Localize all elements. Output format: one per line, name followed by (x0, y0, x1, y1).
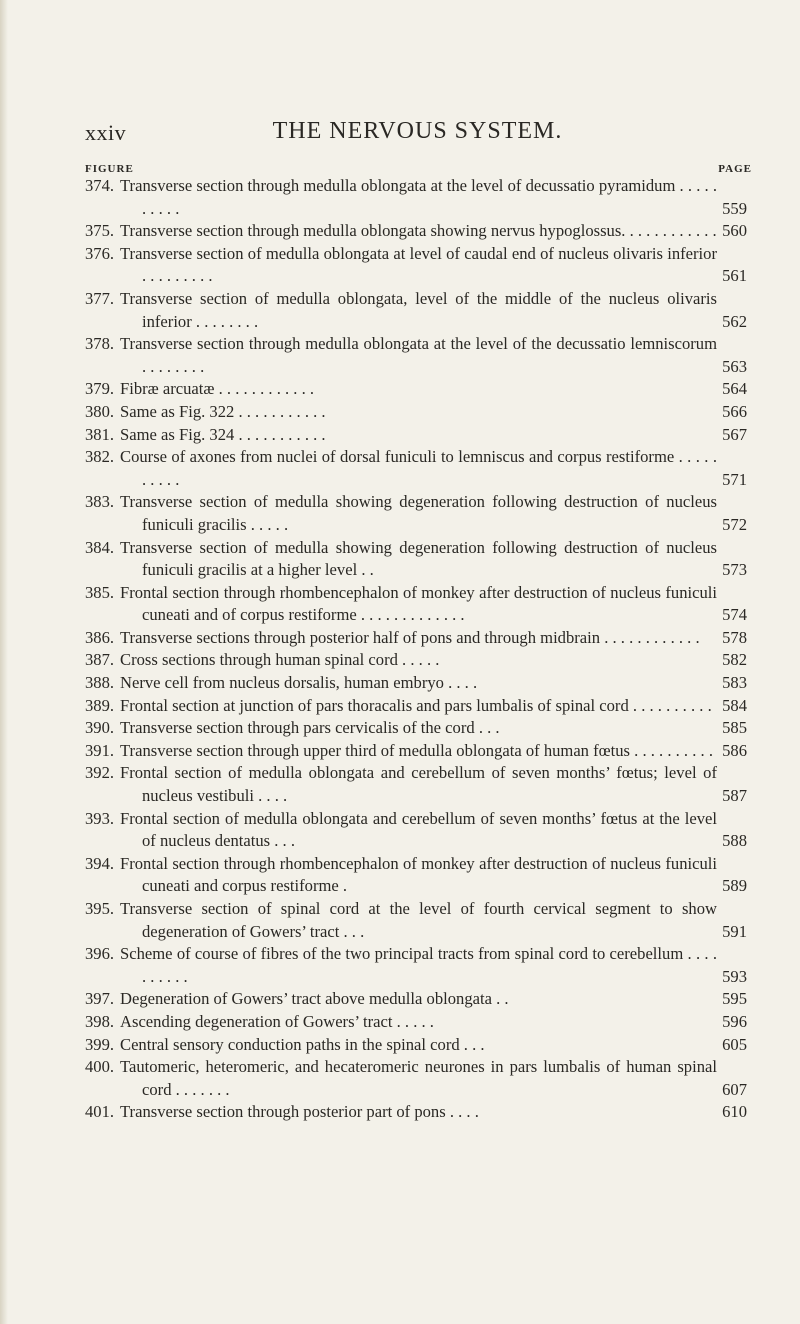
page-reference: 582 (722, 650, 747, 670)
page-reference: 585 (722, 718, 747, 738)
figure-number: 398. (85, 1011, 115, 1031)
figure-number: 384. (85, 537, 115, 557)
page-reference: 593 (722, 966, 747, 986)
list-item (85, 943, 747, 988)
list-item (85, 446, 747, 491)
figure-number: 393. (85, 808, 115, 828)
figure-caption: Transverse section through pars cervicalis of the cord . . . (120, 718, 500, 738)
page-reference: 605 (722, 1034, 747, 1054)
list-item (85, 243, 747, 288)
page-reference: 607 (722, 1079, 747, 1099)
figure-caption: Central sensory conduction paths in the spinal cord . . . (120, 1034, 485, 1054)
page-column-heading: PAGE (718, 163, 752, 175)
list-item (85, 1011, 747, 1034)
figure-number: 386. (85, 627, 115, 647)
list-item (85, 491, 747, 536)
figure-caption: Transverse section through medulla oblongata at the level of the decussatio lemniscorum . . . . . . . . (120, 334, 717, 376)
figure-caption: Tautomeric, heteromeric, and hecateromeric neurones in pars lumbalis of human spinal cord . . . . . . . (120, 1057, 717, 1099)
list-item (85, 1034, 747, 1057)
figure-caption: Same as Fig. 324 . . . . . . . . . . . (120, 424, 326, 444)
page-reference: 584 (722, 695, 747, 715)
figure-number: 380. (85, 401, 115, 421)
figure-caption: Transverse section through medulla oblongata showing nervus hypoglossus. . . . . . . . . . . . (120, 221, 717, 241)
figure-caption: Transverse section of medulla oblongata at level of caudal end of nucleus olivaris inferior . . . . . . . . . (120, 243, 717, 286)
figure-number: 387. (85, 650, 115, 670)
figure-number: 389. (85, 695, 115, 715)
figure-number: 401. (85, 1102, 115, 1122)
list-item (85, 424, 747, 447)
figure-caption: Transverse section of medulla showing degeneration following destruction of nucleus funiculi gracilis at a higher level . . (120, 537, 717, 580)
list-item (85, 1101, 747, 1124)
figure-caption: Frontal section of medulla oblongata and cerebellum of seven months’ fœtus at the level of nucleus dentatus . . . (120, 808, 717, 851)
page-reference: 574 (722, 605, 747, 625)
figure-caption: Frontal section through rhombencephalon of monkey after destruction of nucleus funiculi cuneati and of corpus restiforme . . . . . . . . . . . . . (120, 582, 717, 625)
page-reference: 589 (722, 876, 747, 896)
figure-number: 392. (85, 763, 115, 783)
figure-number: 382. (85, 447, 115, 467)
figure-caption: Scheme of course of fibres of the two principal tracts from spinal cord to cerebellum . . . . . . . . . . (120, 944, 717, 986)
figure-caption: Cross sections through human spinal cord . . . . . (120, 650, 440, 670)
figure-number: 379. (85, 379, 115, 399)
list-item (85, 988, 747, 1011)
page-reference: 563 (722, 356, 747, 376)
figure-number: 394. (85, 853, 115, 873)
page-reference: 583 (722, 673, 747, 693)
figure-caption: Transverse sections through posterior half of pons and through midbrain . . . . . . . . . . . . (120, 627, 700, 647)
list-item (85, 537, 747, 582)
figure-caption: Degeneration of Gowers’ tract above medulla oblongata . . (120, 989, 509, 1009)
page-reference: 566 (722, 401, 747, 421)
page-reference: 560 (722, 221, 747, 241)
list-item (85, 672, 747, 695)
figure-caption: Transverse section through posterior part of pons . . . . (120, 1102, 479, 1122)
page-header (85, 118, 750, 148)
figure-caption: Transverse section of medulla showing degeneration following destruction of nucleus funiculi gracilis . . . . . (120, 492, 717, 534)
list-item (85, 288, 747, 333)
list-item (85, 762, 747, 807)
figure-number: 391. (85, 740, 115, 760)
figure-caption: Course of axones from nuclei of dorsal funiculi to lemniscus and corpus restiforme . . . . . . . . . . (120, 447, 717, 489)
list-item (85, 582, 747, 627)
list-item (85, 627, 747, 650)
figure-list (85, 175, 747, 1124)
page-reference: 561 (722, 266, 747, 286)
figure-number: 381. (85, 424, 115, 444)
list-item (85, 378, 747, 401)
figure-number: 397. (85, 989, 115, 1009)
page-reference: 591 (722, 921, 747, 941)
page-reference: 588 (722, 831, 747, 851)
figure-number: 383. (85, 492, 115, 512)
figure-caption: Fibræ arcuatæ . . . . . . . . . . . . (120, 379, 315, 399)
page-reference: 610 (722, 1102, 747, 1122)
figure-number: 400. (85, 1057, 115, 1077)
figure-number: 399. (85, 1034, 115, 1054)
list-item (85, 649, 747, 672)
page-reference: 596 (722, 1011, 747, 1031)
figure-number: 385. (85, 582, 115, 602)
figure-number: 390. (85, 718, 115, 738)
page-reference: 586 (722, 740, 747, 760)
figure-caption: Same as Fig. 322 . . . . . . . . . . . (120, 401, 326, 421)
list-item (85, 695, 747, 718)
figure-caption: Transverse section of medulla oblongata, level of the middle of the nucleus olivaris inferior . . . . . . . . (120, 288, 717, 331)
list-item (85, 220, 747, 243)
figure-number: 376. (85, 243, 115, 263)
list-item (85, 853, 747, 898)
page-reference: 578 (722, 627, 747, 647)
figure-caption: Transverse section of spinal cord at the level of fourth cervical segment to show degeneration of Gowers’ tract . . . (120, 899, 717, 941)
figure-caption: Transverse section through upper third of medulla oblongata of human fœtus . . . . . . . . . . (120, 740, 713, 760)
figure-number: 374. (85, 176, 115, 195)
figure-caption: Ascending degeneration of Gowers’ tract . . . . . (120, 1011, 434, 1031)
page-edge-shadow (0, 0, 8, 1324)
figure-number: 395. (85, 899, 115, 918)
figure-caption: Nerve cell from nucleus dorsalis, human embryo . . . . (120, 673, 478, 693)
page-number: xxiv (85, 120, 127, 145)
figure-number: 388. (85, 673, 115, 693)
list-item (85, 898, 747, 943)
figure-caption: Frontal section at junction of pars thoracalis and pars lumbalis of spinal cord . . . . . . . . . . (120, 695, 712, 715)
figure-number: 377. (85, 288, 115, 308)
page-reference: 587 (722, 786, 747, 806)
list-item (85, 1056, 747, 1101)
page-reference: 562 (722, 311, 747, 331)
figure-caption: Frontal section through rhombencephalon of monkey after destruction of nucleus funiculi cuneati and corpus restiforme . (120, 853, 717, 896)
list-item (85, 740, 747, 763)
list-item (85, 401, 747, 424)
figure-caption: Frontal section of medulla oblongata and cerebellum of seven months’ fœtus; level of nucleus vestibuli . . . . (120, 763, 717, 806)
figure-number: 378. (85, 334, 115, 354)
list-item (85, 333, 747, 378)
figure-caption: Transverse section through medulla oblongata at the level of decussatio pyramidum . . . . . . . . . . (120, 176, 717, 218)
list-item (85, 175, 747, 220)
figure-number: 375. (85, 221, 115, 241)
page-reference: 567 (722, 424, 747, 444)
figure-number: 396. (85, 944, 115, 964)
page-reference: 572 (722, 514, 747, 534)
list-item (85, 717, 747, 740)
page-reference: 571 (722, 469, 747, 489)
page-reference: 564 (722, 379, 747, 399)
page-reference: 595 (722, 989, 747, 1009)
page-reference: 573 (722, 560, 747, 580)
figure-column-heading: FIGURE (85, 163, 134, 175)
page-reference: 559 (722, 198, 747, 218)
running-title: THE NERVOUS SYSTEM. (272, 118, 563, 144)
list-item (85, 808, 747, 853)
